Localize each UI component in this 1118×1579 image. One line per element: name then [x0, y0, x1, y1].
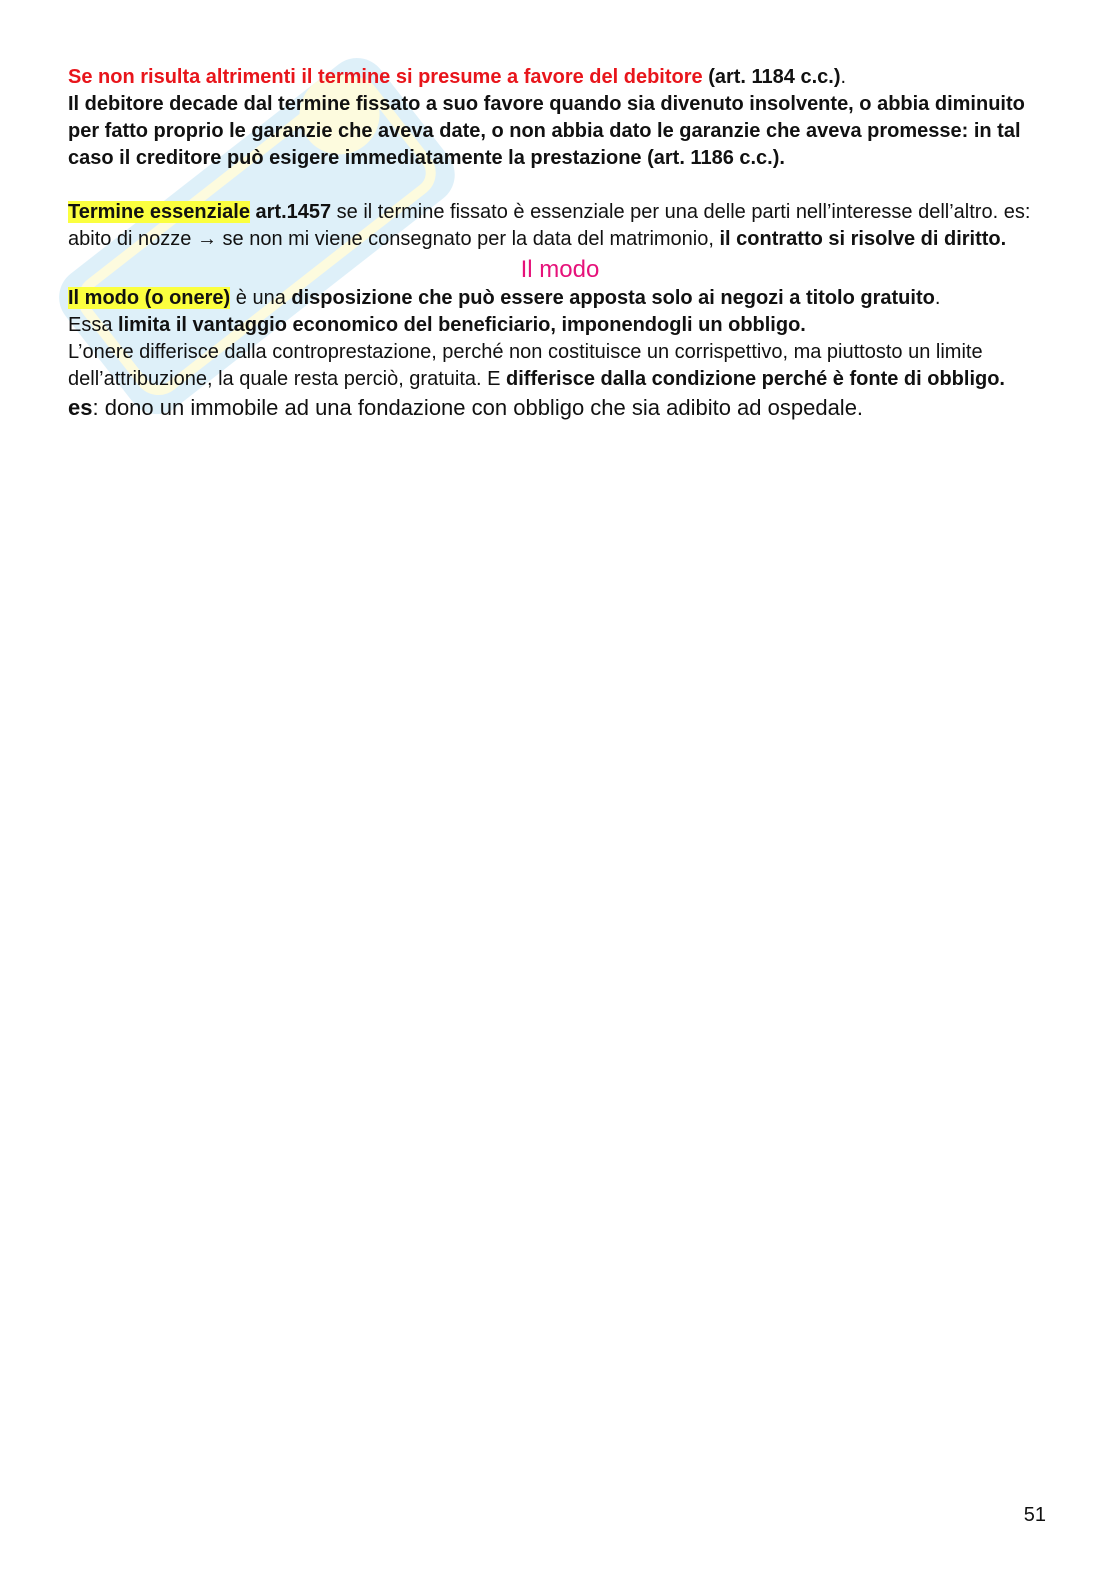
example-label: es	[68, 395, 93, 420]
paragraph-termine-essenziale	[68, 199, 1052, 253]
article-reference: art.1457	[249, 201, 332, 223]
paragraph-termine-presunzione	[68, 64, 1052, 91]
highlighted-term: Il modo (o onere)	[68, 287, 231, 309]
punctuation: .	[934, 287, 941, 309]
body-text: L’onere differisce dalla controprestazione, perché non costituisce un corrispettivo, ma piuttosto un limite dell’attribuzione, la quale resta perciò, gratuita. E	[68, 341, 983, 390]
body-text: se il termine fissato è essenziale per una delle parti nell’interesse dell’altro. es: abito di nozze → se non mi viene consegnato per la data del matrimonio,	[68, 201, 1031, 250]
section-heading: Il modo	[520, 256, 600, 283]
bold-text: limita il vantaggio economico del beneficiario, imponendogli un obbligo.	[118, 314, 806, 336]
punctuation: .	[840, 66, 847, 88]
highlighted-red-text: Se non risulta altrimenti il termine si presume a favore del debitore	[68, 66, 703, 88]
paragraph-decadenza: Il debitore decade dal termine fissato a suo favore quando sia divenuto insolvente, o abbia diminuito per fatto proprio le garanzie che aveva date, o non abbia dato le garanzie che aveva promesse: in tal caso il creditore può esigere immediatamente la prestazione (art. 1186 c.c.).	[68, 93, 1025, 169]
body-text: Essa	[68, 314, 119, 336]
page-number: 51	[1023, 1504, 1046, 1526]
paragraph-modo-limite	[68, 312, 1052, 339]
body-text: : dono un immobile ad una fondazione con obbligo che sia adibito ad ospedale.	[92, 395, 864, 420]
bold-text: disposizione che può essere apposta solo ai negozi a titolo gratuito	[291, 287, 935, 309]
paragraph-esempio	[68, 393, 1052, 423]
paragraph-gap	[68, 172, 1052, 199]
bold-text: differisce dalla condizione perché è fonte di obbligo.	[506, 368, 1005, 390]
paragraph-onere-differenza	[68, 339, 1052, 393]
highlighted-term: Termine essenziale	[68, 201, 250, 223]
paragraph-modo-definizione	[68, 285, 1052, 312]
article-reference: (art. 1184 c.c.)	[702, 66, 841, 88]
body-text: è una	[230, 287, 292, 309]
document-body	[68, 64, 1052, 423]
bold-text: il contratto si risolve di diritto.	[719, 228, 1007, 250]
